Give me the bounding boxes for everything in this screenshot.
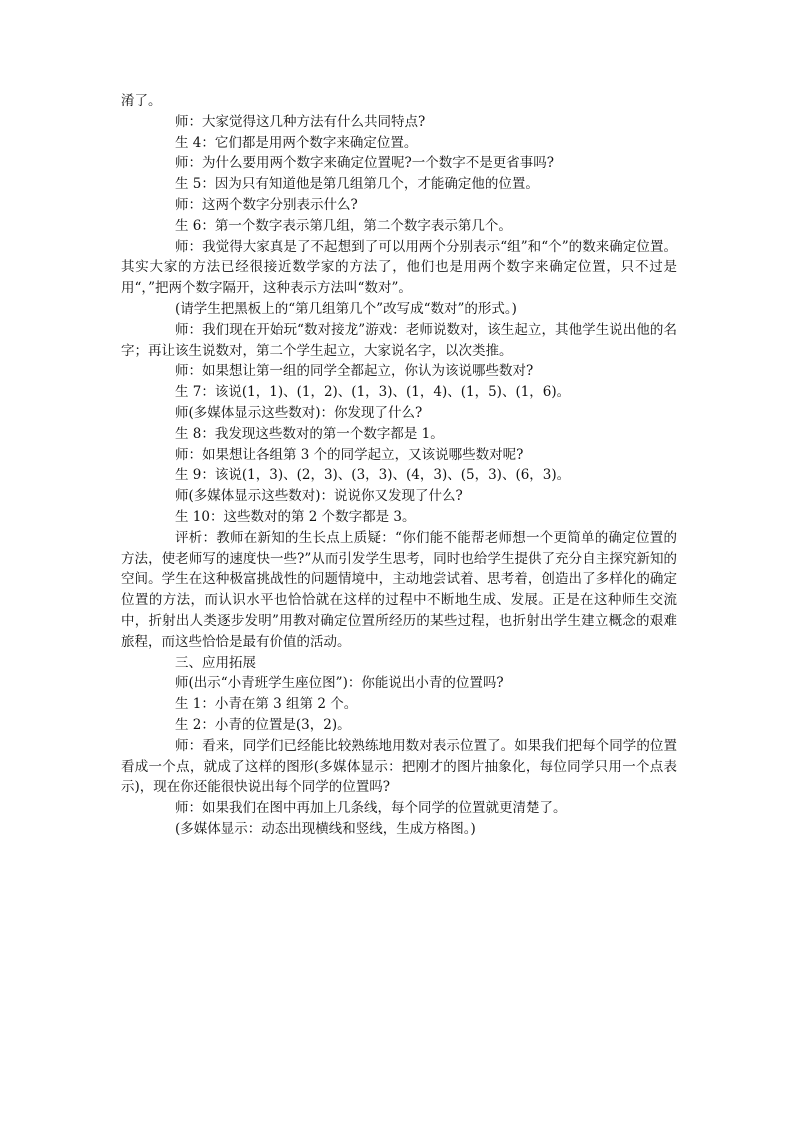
paragraph: 生 6：第一个数字表示第几组，第二个数字表示第几个。	[175, 217, 512, 234]
paragraph: 师：为什么要用两个数字来确定位置呢?一个数字不是更省事吗?	[175, 155, 554, 172]
paragraph: 生 8：我发现这些数对的第一个数字都是 1。	[175, 425, 444, 442]
document-body	[121, 91, 677, 840]
paragraph: (多媒体显示：动态出现横线和竖线，生成方格图。)	[175, 820, 476, 837]
paragraph: 师：我们现在开始玩“数对接龙”游戏：老师说数对，该生起立，其他学生说出他的名字；再让该生说数对，第二个学生起立，大家说名字，以次类推。	[121, 321, 677, 359]
paragraph: 生 2：小青的位置是(3，2)。	[175, 716, 351, 733]
paragraph: 生 9：该说(1，3)、(2，3)、(3，3)、(4，3)、(5，3)、(6，3)。	[175, 467, 571, 484]
paragraph: 师：如果想让各组第 3 个的同学起立，又该说哪些数对呢?	[175, 446, 524, 463]
paragraph: 师：这两个数字分别表示什么?	[175, 196, 358, 213]
paragraph: 师：我觉得大家真是了不起想到了可以用两个分别表示“组”和“个”的数来确定位置。其实大家的方法已经很接近数学家的方法了，他们也是用两个数字来确定位置，只不过是用“，”把两个数字隔开，这种表示方法叫“数对”。	[121, 238, 677, 297]
paragraph: 生 10：这些数对的第 2 个数字都是 3。	[175, 508, 416, 525]
paragraph: 师：看来，同学们已经能比较熟练地用数对表示位置了。如果我们把每个同学的位置看成一个点，就成了这样的图形(多媒体显示：把刚才的图片抽象化，每位同学只用一个点表示)，现在你还能很快说出每个同学的位置吗?	[121, 737, 677, 796]
paragraph: 师(多媒体显示这些数对)：说说你又发现了什么?	[175, 488, 463, 505]
paragraph: 生 5：因为只有知道他是第几组第几个，才能确定他的位置。	[175, 176, 539, 193]
paragraph: 生 7：该说(1，1)、(1，2)、(1，3)、(1，4)、(1，5)、(1，6)。	[175, 384, 571, 401]
paragraph: 师：如果我们在图中再加上几条线，每个同学的位置就更清楚了。	[175, 800, 567, 817]
paragraph: 师(出示“小青班学生座位图”)：你能说出小青的位置吗?	[175, 675, 504, 692]
section-heading: 三、应用拓展	[175, 654, 256, 671]
paragraph: 师：大家觉得这几种方法有什么共同特点?	[175, 113, 426, 130]
paragraph: 生 1：小青在第 3 组第 2 个。	[175, 696, 358, 713]
paragraph: (请学生把黑板上的“第几组第几个”改写成“数对”的形式。)	[175, 300, 517, 317]
paragraph: 师：如果想让第一组的同学全都起立，你认为该说哪些数对?	[175, 363, 534, 380]
paragraph: 淆了。	[121, 93, 162, 109]
paragraph: 生 4：它们都是用两个数字来确定位置。	[175, 134, 418, 151]
commentary-paragraph: 评析：教师在新知的生长点上质疑：“你们能不能帮老师想一个更简单的确定位置的方法，使老师写的速度快一些?”从而引发学生思考，同时也给学生提供了充分自主探究新知的空间。学生在这种极富挑战性的问题情境中，主动地尝试着、思考着，创造出了多样化的确定位置的方法，而认识水平也恰恰就在这样的过程中不断地生成、发展。正是在这种师生交流中，折射出人类逐步发明”用教对确定位置所经历的某些过程，也折射出学生建立概念的艰难旅程，而这些恰恰是最有价值的活动。	[121, 529, 677, 650]
paragraph: 师(多媒体显示这些数对)：你发现了什么?	[175, 404, 423, 421]
